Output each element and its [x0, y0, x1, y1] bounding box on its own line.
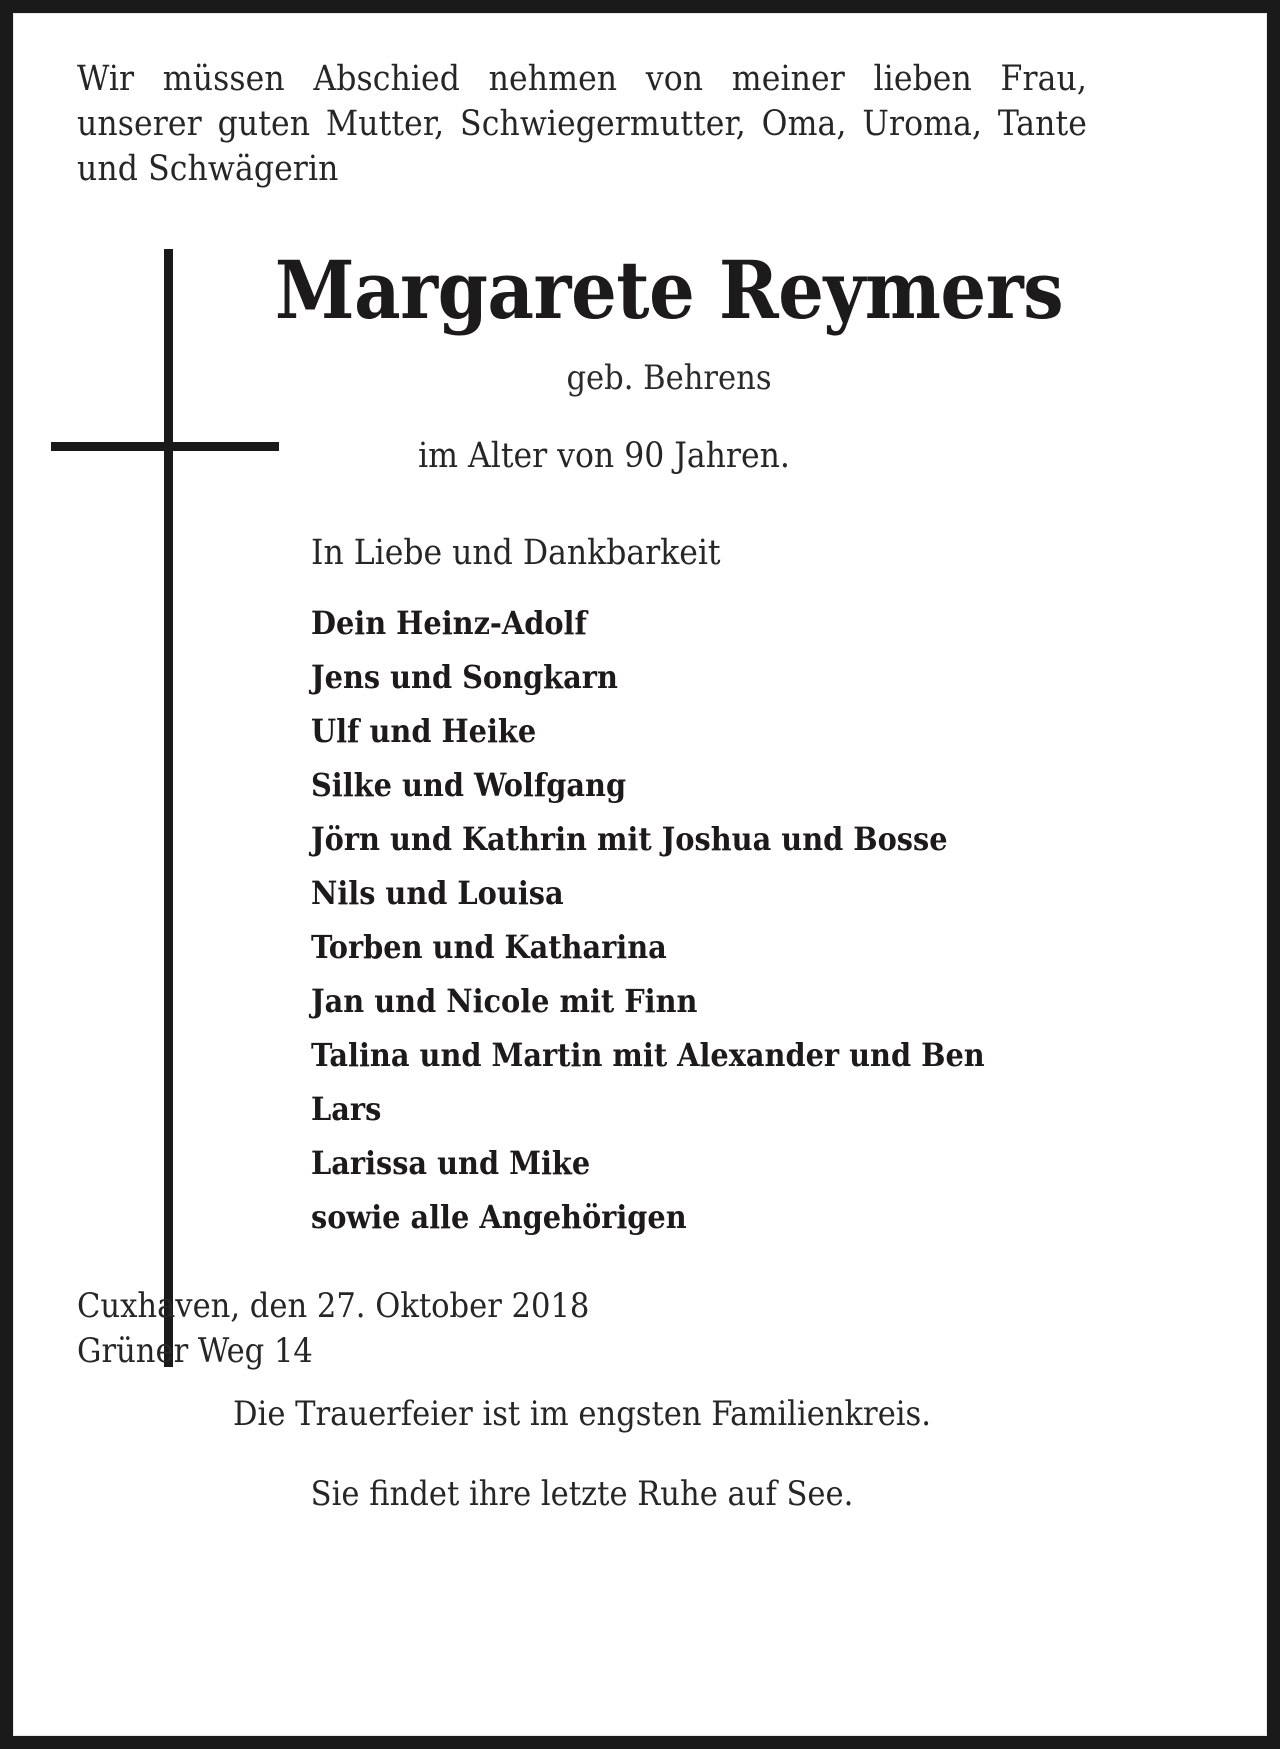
survivors-list	[311, 596, 1101, 1244]
list-item: Jörn und Kathrin mit Joshua und Bosse	[311, 820, 948, 858]
list-item: Jan und Nicole mit Finn	[311, 982, 698, 1020]
notice-content	[14, 14, 1266, 1735]
list-item: Talina und Martin mit Alexander und Ben	[311, 1036, 985, 1074]
list-item: Nils und Louisa	[311, 874, 564, 912]
intro-text: Wir müssen Abschied nehmen von meiner lieben Frau, unserer guten Mutter, Schwiegermutter, Oma, Uroma, Tante und Schwägerin	[77, 59, 1087, 189]
deceased-name: Margarete Reymers	[274, 243, 1064, 337]
address-line: Grüner Weg 14	[77, 1331, 313, 1371]
list-item: Dein Heinz-Adolf	[311, 604, 587, 642]
list-item: Silke und Wolfgang	[311, 766, 627, 804]
maiden-name: geb. Behrens	[566, 358, 772, 398]
notice-sheet	[13, 13, 1267, 1736]
burial-note: Sie findet ihre letzte Ruhe auf See.	[310, 1474, 854, 1514]
list-item: Ulf und Heike	[311, 712, 537, 750]
place-and-address	[77, 1284, 589, 1374]
age-line: im Alter von 90 Jahren.	[418, 436, 790, 476]
list-item: Torben und Katharina	[311, 928, 667, 966]
list-item: Jens und Songkarn	[311, 658, 618, 696]
cross-icon-horizontal-bar	[51, 442, 279, 451]
closing-notes	[77, 1392, 1087, 1516]
list-item: Larissa und Mike	[311, 1144, 591, 1182]
list-item: sowie alle Angehörigen	[311, 1198, 687, 1236]
service-note: Die Trauerfeier ist im engsten Familienkreis.	[233, 1394, 931, 1434]
dedication-line: In Liebe und Dankbarkeit	[311, 533, 721, 573]
cross-icon-vertical-bar	[164, 249, 173, 1367]
list-item: Lars	[311, 1090, 382, 1128]
place-date-line: Cuxhaven, den 27. Oktober 2018	[77, 1286, 590, 1326]
